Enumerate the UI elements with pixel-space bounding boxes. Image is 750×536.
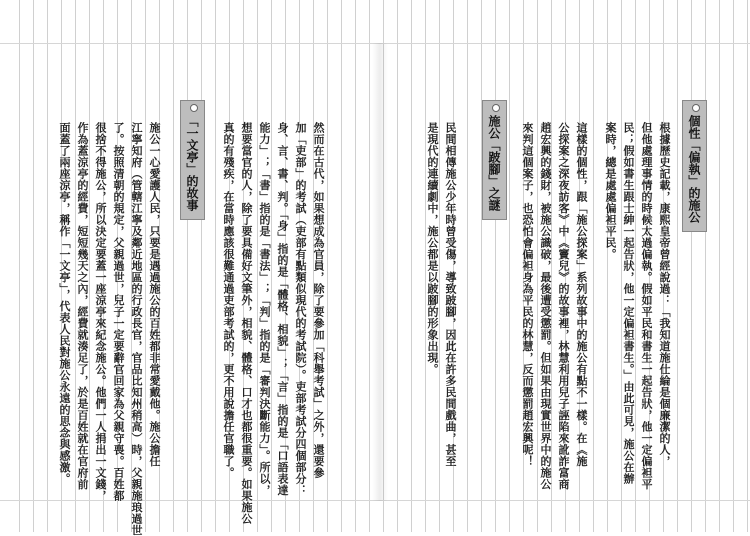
left-para2-line: 面蓋了兩座涼亭，稱作「一文亭」，代表人民對施公永遠的思念與感激。 [58,122,71,485]
left-para1-line: 身、言、書、判。「身」指的是「體格、相貌」；「言」指的是「口語表達 [276,122,289,496]
left-para2-line: 很捨不得施公，所以決定要蓋一座涼亭來紀念施公。他們一人捐出一文錢， [94,122,107,502]
right-para1-line: 民；假如書生跟士紳一起告狀，他一定偏袒書生。」由此可見，施公在辦 [622,122,635,485]
left-para1-line: 想要當官的人，除了要具備好文筆外，相貌、體格、口才也都很重要。如果施公 [240,122,253,525]
right-para1-line: 但他處理事情的時候太過偏執。假如平民和書生一起告狀，他一定偏袒平 [640,122,653,490]
right-para1-line: 根據歷史記載，康熙皇帝曾經說過：「我知道施仕綸是個廉潔的人， [658,122,671,467]
right-para2-line: 這樣的個性，跟「施公探案」系列故事中的施公有點不一樣。在《施 [575,122,588,467]
right-para1-line: 案時，總是處處偏袒平民。 [604,122,617,260]
book-gutter [372,43,388,501]
left-para1-line: 能力」；「書」指的是「書法」；「判」指的是「審判決斷能力」。所以， [258,122,271,496]
right-para2-line: 趙宏興的錢財，被施公識破，最後遭受懲罰。但如果由現實世界中的施公 [539,122,552,490]
left-para2-line: 了。按照清朝的規定，父親過世，兒子一定要辭官回家為父親守喪。百姓都 [112,122,125,502]
heading-one-coin-pavilion: 「一文亭」的故事 [180,100,205,220]
heading-lame-leg: 施公「跛腳」之謎 [482,100,507,220]
left-para2-line: 施公一心愛護人民，只要是遇過施公的百姓都非常愛戴他。施公擔任 [148,122,161,467]
right-para3-line: 是現代的連續劇中，施公都是以跛腳的形象出現。 [426,122,439,375]
left-para2-line: 江寧知府（管轄江寧及鄰近地區的行政長官，官品比知州稍高）時，父親施琅過世 [130,122,143,536]
right-para2-line: 公探案之深夜訪客》中《竇兒》的故事裡，林慧利用兒子誣陷來訛詐富商 [557,122,570,490]
right-para2-line: 來判這個案子，也恐怕會偏袒身為平民的林慧，反而懲罰趙宏興呢！ [521,122,534,467]
left-para1-line: 真的有殘疾，在當時應該很難通過吏部考試的，更不用說擔任官職了。 [222,122,235,479]
heading-stubborn-shigong: 個性「偏執」的施公 [682,100,707,232]
left-para1-line: 加「吏部」的考試（吏部有點類似現代的考試院）。吏部考試分四個部分： [294,122,307,496]
left-para2-line: 作為蓋涼亭的經費，短短幾天之內，經費就湊足了，於是百姓就在官府前 [76,122,89,490]
right-para3-line: 民間相傳施公少年時曾受傷，導致跛腳，因此在許多民間戲曲，甚至 [444,122,457,467]
left-para1-line: 然而在古代，如果想成為官員，除了要參加「科舉考試」之外，還要參 [312,122,325,479]
